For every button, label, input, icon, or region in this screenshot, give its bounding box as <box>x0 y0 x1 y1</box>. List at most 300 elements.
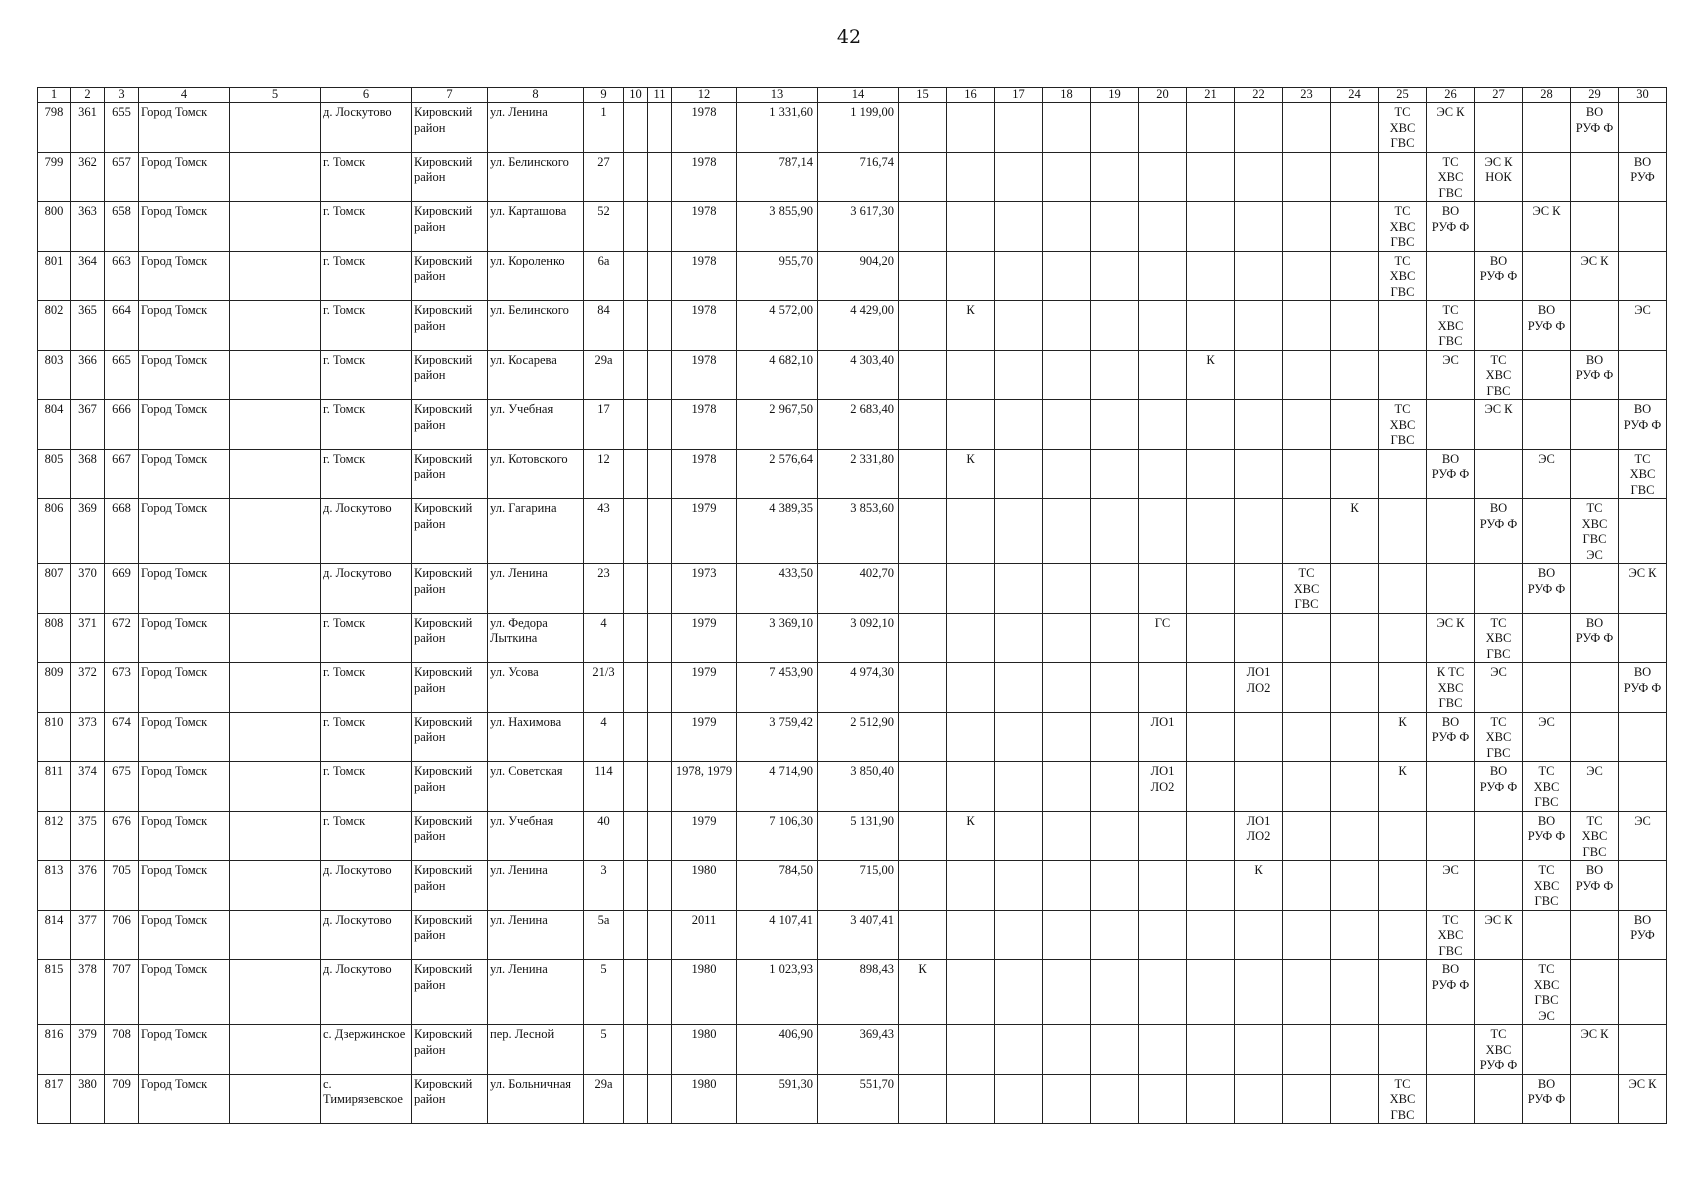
cell-col-15: К <box>899 960 947 1025</box>
cell-col-20 <box>1139 1025 1187 1075</box>
cell-col-24 <box>1331 712 1379 762</box>
cell-col-15 <box>899 910 947 960</box>
cell-col-9: 3 <box>584 861 624 911</box>
cell-col-11 <box>648 103 672 153</box>
cell-col-13: 2 576,64 <box>737 449 818 499</box>
cell-col-7: Кировский район <box>412 350 488 400</box>
cell-col-19 <box>1091 103 1139 153</box>
cell-col-2: 366 <box>71 350 105 400</box>
cell-col-23 <box>1283 613 1331 663</box>
cell-col-28: ВО РУФ Ф <box>1523 1074 1571 1124</box>
cell-col-8: пер. Лесной <box>488 1025 584 1075</box>
table-row <box>38 152 1667 202</box>
cell-col-6: д. Лоскутово <box>321 499 412 564</box>
cell-col-5 <box>230 301 321 351</box>
cell-col-1: 811 <box>38 762 71 812</box>
cell-col-24 <box>1331 861 1379 911</box>
cell-col-14: 402,70 <box>818 564 899 614</box>
cell-col-2: 379 <box>71 1025 105 1075</box>
cell-col-29 <box>1571 1074 1619 1124</box>
cell-col-25 <box>1379 861 1427 911</box>
cell-col-23 <box>1283 910 1331 960</box>
cell-col-9: 4 <box>584 613 624 663</box>
cell-col-4: Город Томск <box>139 350 230 400</box>
column-header-7: 7 <box>412 88 488 103</box>
cell-col-23 <box>1283 301 1331 351</box>
cell-col-30 <box>1619 861 1667 911</box>
cell-col-10 <box>624 301 648 351</box>
cell-col-7: Кировский район <box>412 1074 488 1124</box>
cell-col-11 <box>648 350 672 400</box>
table-row <box>38 1025 1667 1075</box>
cell-col-22: ЛО1 ЛО2 <box>1235 811 1283 861</box>
cell-col-3: 673 <box>105 663 139 713</box>
cell-col-25 <box>1379 811 1427 861</box>
cell-col-19 <box>1091 960 1139 1025</box>
cell-col-16 <box>947 712 995 762</box>
cell-col-14: 551,70 <box>818 1074 899 1124</box>
cell-col-16 <box>947 202 995 252</box>
cell-col-19 <box>1091 910 1139 960</box>
cell-col-1: 801 <box>38 251 71 301</box>
cell-col-21 <box>1187 564 1235 614</box>
cell-col-25 <box>1379 564 1427 614</box>
cell-col-3: 663 <box>105 251 139 301</box>
cell-col-30: ЭС <box>1619 811 1667 861</box>
cell-col-26: ВО РУФ Ф <box>1427 712 1475 762</box>
cell-col-4: Город Томск <box>139 613 230 663</box>
table-row <box>38 663 1667 713</box>
cell-col-20 <box>1139 960 1187 1025</box>
cell-col-23 <box>1283 400 1331 450</box>
cell-col-25 <box>1379 152 1427 202</box>
column-header-25: 25 <box>1379 88 1427 103</box>
cell-col-11 <box>648 811 672 861</box>
cell-col-26: ВО РУФ Ф <box>1427 202 1475 252</box>
cell-col-19 <box>1091 564 1139 614</box>
cell-col-2: 369 <box>71 499 105 564</box>
cell-col-29 <box>1571 910 1619 960</box>
cell-col-12: 1979 <box>672 613 737 663</box>
cell-col-27: ЭС К <box>1475 400 1523 450</box>
cell-col-10 <box>624 152 648 202</box>
cell-col-2: 365 <box>71 301 105 351</box>
cell-col-15 <box>899 762 947 812</box>
cell-col-28: ВО РУФ Ф <box>1523 301 1571 351</box>
cell-col-1: 817 <box>38 1074 71 1124</box>
cell-col-30 <box>1619 251 1667 301</box>
column-header-29: 29 <box>1571 88 1619 103</box>
cell-col-22 <box>1235 202 1283 252</box>
cell-col-24 <box>1331 564 1379 614</box>
column-header-3: 3 <box>105 88 139 103</box>
cell-col-10 <box>624 350 648 400</box>
cell-col-1: 803 <box>38 350 71 400</box>
cell-col-22 <box>1235 103 1283 153</box>
cell-col-3: 667 <box>105 449 139 499</box>
table-body <box>38 103 1667 1124</box>
cell-col-22 <box>1235 251 1283 301</box>
cell-col-10 <box>624 960 648 1025</box>
column-header-16: 16 <box>947 88 995 103</box>
cell-col-6: г. Томск <box>321 301 412 351</box>
cell-col-21 <box>1187 301 1235 351</box>
cell-col-11 <box>648 301 672 351</box>
column-header-20: 20 <box>1139 88 1187 103</box>
cell-col-6: д. Лоскутово <box>321 910 412 960</box>
cell-col-28: ЭС <box>1523 449 1571 499</box>
cell-col-13: 4 572,00 <box>737 301 818 351</box>
cell-col-18 <box>1043 910 1091 960</box>
cell-col-13: 406,90 <box>737 1025 818 1075</box>
cell-col-20 <box>1139 449 1187 499</box>
cell-col-16 <box>947 910 995 960</box>
cell-col-2: 363 <box>71 202 105 252</box>
cell-col-3: 658 <box>105 202 139 252</box>
cell-col-2: 371 <box>71 613 105 663</box>
cell-col-24 <box>1331 1025 1379 1075</box>
register-table <box>37 87 1667 1124</box>
cell-col-29 <box>1571 960 1619 1025</box>
cell-col-7: Кировский район <box>412 449 488 499</box>
cell-col-12: 1978 <box>672 400 737 450</box>
cell-col-19 <box>1091 613 1139 663</box>
cell-col-18 <box>1043 762 1091 812</box>
cell-col-18 <box>1043 663 1091 713</box>
cell-col-20 <box>1139 350 1187 400</box>
cell-col-11 <box>648 499 672 564</box>
cell-col-24 <box>1331 663 1379 713</box>
cell-col-15 <box>899 712 947 762</box>
cell-col-19 <box>1091 1074 1139 1124</box>
column-header-24: 24 <box>1331 88 1379 103</box>
cell-col-9: 12 <box>584 449 624 499</box>
column-header-21: 21 <box>1187 88 1235 103</box>
column-header-28: 28 <box>1523 88 1571 103</box>
table-row <box>38 1074 1667 1124</box>
cell-col-28: ВО РУФ Ф <box>1523 811 1571 861</box>
cell-col-6: г. Томск <box>321 350 412 400</box>
cell-col-22 <box>1235 762 1283 812</box>
cell-col-22 <box>1235 1074 1283 1124</box>
cell-col-24: К <box>1331 499 1379 564</box>
cell-col-15 <box>899 202 947 252</box>
cell-col-6: г. Томск <box>321 202 412 252</box>
cell-col-14: 904,20 <box>818 251 899 301</box>
cell-col-13: 4 389,35 <box>737 499 818 564</box>
cell-col-4: Город Томск <box>139 301 230 351</box>
cell-col-26: ТС ХВС ГВС <box>1427 301 1475 351</box>
cell-col-6: с. Тимирязевское <box>321 1074 412 1124</box>
cell-col-27 <box>1475 811 1523 861</box>
cell-col-10 <box>624 1025 648 1075</box>
cell-col-12: 1978 <box>672 449 737 499</box>
cell-col-19 <box>1091 762 1139 812</box>
cell-col-30: ЭС К <box>1619 1074 1667 1124</box>
cell-col-14: 3 617,30 <box>818 202 899 252</box>
cell-col-27 <box>1475 103 1523 153</box>
cell-col-30: ЭС <box>1619 301 1667 351</box>
cell-col-20 <box>1139 103 1187 153</box>
cell-col-8: ул. Гагарина <box>488 499 584 564</box>
cell-col-3: 657 <box>105 152 139 202</box>
cell-col-7: Кировский район <box>412 1025 488 1075</box>
cell-col-24 <box>1331 613 1379 663</box>
cell-col-5 <box>230 251 321 301</box>
cell-col-7: Кировский район <box>412 613 488 663</box>
cell-col-21 <box>1187 103 1235 153</box>
cell-col-4: Город Томск <box>139 202 230 252</box>
cell-col-8: ул. Учебная <box>488 400 584 450</box>
column-header-1: 1 <box>38 88 71 103</box>
cell-col-28: ТС ХВС ГВС <box>1523 762 1571 812</box>
cell-col-28: ТС ХВС ГВС ЭС <box>1523 960 1571 1025</box>
cell-col-24 <box>1331 811 1379 861</box>
cell-col-26: ТС ХВС ГВС <box>1427 152 1475 202</box>
table-row <box>38 202 1667 252</box>
cell-col-5 <box>230 1074 321 1124</box>
cell-col-13: 1 023,93 <box>737 960 818 1025</box>
cell-col-8: ул. Ленина <box>488 564 584 614</box>
cell-col-5 <box>230 663 321 713</box>
cell-col-7: Кировский район <box>412 103 488 153</box>
cell-col-16: К <box>947 449 995 499</box>
cell-col-18 <box>1043 1074 1091 1124</box>
cell-col-21: К <box>1187 350 1235 400</box>
cell-col-19 <box>1091 152 1139 202</box>
cell-col-25 <box>1379 613 1427 663</box>
cell-col-7: Кировский район <box>412 400 488 450</box>
cell-col-11 <box>648 910 672 960</box>
cell-col-17 <box>995 613 1043 663</box>
cell-col-29 <box>1571 400 1619 450</box>
cell-col-4: Город Томск <box>139 564 230 614</box>
cell-col-6: д. Лоскутово <box>321 564 412 614</box>
cell-col-29: ТС ХВС ГВС <box>1571 811 1619 861</box>
cell-col-3: 668 <box>105 499 139 564</box>
cell-col-27: ТС ХВС ГВС <box>1475 350 1523 400</box>
cell-col-9: 21/3 <box>584 663 624 713</box>
cell-col-5 <box>230 564 321 614</box>
cell-col-17 <box>995 861 1043 911</box>
cell-col-25 <box>1379 910 1427 960</box>
cell-col-30 <box>1619 712 1667 762</box>
cell-col-7: Кировский район <box>412 960 488 1025</box>
cell-col-22 <box>1235 449 1283 499</box>
cell-col-10 <box>624 400 648 450</box>
cell-col-21 <box>1187 449 1235 499</box>
page-number: 42 <box>836 26 862 48</box>
cell-col-18 <box>1043 1025 1091 1075</box>
cell-col-7: Кировский район <box>412 910 488 960</box>
cell-col-3: 706 <box>105 910 139 960</box>
column-header-4: 4 <box>139 88 230 103</box>
cell-col-30 <box>1619 613 1667 663</box>
cell-col-11 <box>648 613 672 663</box>
cell-col-3: 666 <box>105 400 139 450</box>
cell-col-24 <box>1331 449 1379 499</box>
cell-col-10 <box>624 499 648 564</box>
cell-col-1: 799 <box>38 152 71 202</box>
cell-col-6: г. Томск <box>321 663 412 713</box>
cell-col-13: 3 855,90 <box>737 202 818 252</box>
cell-col-6: г. Томск <box>321 449 412 499</box>
cell-col-9: 1 <box>584 103 624 153</box>
cell-col-17 <box>995 152 1043 202</box>
cell-col-30 <box>1619 350 1667 400</box>
column-header-27: 27 <box>1475 88 1523 103</box>
cell-col-10 <box>624 1074 648 1124</box>
cell-col-20 <box>1139 910 1187 960</box>
cell-col-17 <box>995 350 1043 400</box>
cell-col-14: 5 131,90 <box>818 811 899 861</box>
cell-col-8: ул. Ленина <box>488 103 584 153</box>
table-row <box>38 449 1667 499</box>
cell-col-20 <box>1139 152 1187 202</box>
cell-col-2: 368 <box>71 449 105 499</box>
cell-col-4: Город Томск <box>139 1074 230 1124</box>
cell-col-7: Кировский район <box>412 152 488 202</box>
cell-col-12: 1978 <box>672 251 737 301</box>
column-header-10: 10 <box>624 88 648 103</box>
table-row <box>38 712 1667 762</box>
cell-col-1: 808 <box>38 613 71 663</box>
cell-col-23 <box>1283 811 1331 861</box>
cell-col-21 <box>1187 613 1235 663</box>
cell-col-12: 1980 <box>672 960 737 1025</box>
cell-col-13: 4 714,90 <box>737 762 818 812</box>
cell-col-21 <box>1187 251 1235 301</box>
cell-col-6: с. Дзержинское <box>321 1025 412 1075</box>
cell-col-28 <box>1523 350 1571 400</box>
cell-col-16 <box>947 564 995 614</box>
cell-col-18 <box>1043 400 1091 450</box>
cell-col-21 <box>1187 1074 1235 1124</box>
column-header-15: 15 <box>899 88 947 103</box>
cell-col-20: ГС <box>1139 613 1187 663</box>
cell-col-12: 1978, 1979 <box>672 762 737 812</box>
cell-col-17 <box>995 910 1043 960</box>
cell-col-4: Город Томск <box>139 910 230 960</box>
cell-col-27 <box>1475 449 1523 499</box>
table-row <box>38 301 1667 351</box>
cell-col-8: ул. Ленина <box>488 861 584 911</box>
cell-col-16 <box>947 103 995 153</box>
cell-col-20: ЛО1 ЛО2 <box>1139 762 1187 812</box>
cell-col-13: 1 331,60 <box>737 103 818 153</box>
cell-col-24 <box>1331 400 1379 450</box>
table-row <box>38 960 1667 1025</box>
cell-col-15 <box>899 861 947 911</box>
cell-col-5 <box>230 960 321 1025</box>
cell-col-18 <box>1043 103 1091 153</box>
cell-col-23 <box>1283 960 1331 1025</box>
cell-col-17 <box>995 449 1043 499</box>
cell-col-9: 6а <box>584 251 624 301</box>
cell-col-15 <box>899 499 947 564</box>
cell-col-25 <box>1379 449 1427 499</box>
cell-col-2: 374 <box>71 762 105 812</box>
cell-col-5 <box>230 762 321 812</box>
cell-col-17 <box>995 960 1043 1025</box>
cell-col-29: ВО РУФ Ф <box>1571 103 1619 153</box>
cell-col-25: ТС ХВС ГВС <box>1379 1074 1427 1124</box>
cell-col-18 <box>1043 861 1091 911</box>
cell-col-22 <box>1235 499 1283 564</box>
cell-col-28 <box>1523 152 1571 202</box>
cell-col-14: 3 850,40 <box>818 762 899 812</box>
cell-col-29: ЭС К <box>1571 1025 1619 1075</box>
cell-col-12: 1980 <box>672 861 737 911</box>
cell-col-2: 367 <box>71 400 105 450</box>
cell-col-18 <box>1043 564 1091 614</box>
cell-col-27: ВО РУФ Ф <box>1475 762 1523 812</box>
cell-col-3: 705 <box>105 861 139 911</box>
cell-col-20 <box>1139 499 1187 564</box>
cell-col-17 <box>995 400 1043 450</box>
cell-col-12: 1978 <box>672 301 737 351</box>
cell-col-3: 655 <box>105 103 139 153</box>
cell-col-25: К <box>1379 762 1427 812</box>
cell-col-6: г. Томск <box>321 762 412 812</box>
cell-col-10 <box>624 663 648 713</box>
cell-col-13: 2 967,50 <box>737 400 818 450</box>
cell-col-6: г. Томск <box>321 251 412 301</box>
cell-col-30 <box>1619 1025 1667 1075</box>
cell-col-11 <box>648 152 672 202</box>
cell-col-6: г. Томск <box>321 152 412 202</box>
cell-col-13: 955,70 <box>737 251 818 301</box>
cell-col-15 <box>899 663 947 713</box>
cell-col-9: 27 <box>584 152 624 202</box>
cell-col-17 <box>995 1074 1043 1124</box>
cell-col-23 <box>1283 499 1331 564</box>
cell-col-24 <box>1331 103 1379 153</box>
cell-col-23 <box>1283 712 1331 762</box>
cell-col-26 <box>1427 564 1475 614</box>
cell-col-1: 806 <box>38 499 71 564</box>
cell-col-29 <box>1571 449 1619 499</box>
cell-col-28 <box>1523 1025 1571 1075</box>
column-header-30: 30 <box>1619 88 1667 103</box>
cell-col-9: 5а <box>584 910 624 960</box>
cell-col-12: 1973 <box>672 564 737 614</box>
cell-col-13: 7 453,90 <box>737 663 818 713</box>
cell-col-4: Город Томск <box>139 663 230 713</box>
cell-col-29 <box>1571 712 1619 762</box>
cell-col-1: 816 <box>38 1025 71 1075</box>
cell-col-14: 1 199,00 <box>818 103 899 153</box>
cell-col-27: ТС ХВС ГВС <box>1475 613 1523 663</box>
cell-col-8: ул. Котовского <box>488 449 584 499</box>
cell-col-26 <box>1427 1025 1475 1075</box>
cell-col-1: 809 <box>38 663 71 713</box>
cell-col-25: ТС ХВС ГВС <box>1379 103 1427 153</box>
cell-col-9: 17 <box>584 400 624 450</box>
cell-col-22: К <box>1235 861 1283 911</box>
cell-col-9: 5 <box>584 1025 624 1075</box>
cell-col-14: 716,74 <box>818 152 899 202</box>
cell-col-1: 802 <box>38 301 71 351</box>
cell-col-15 <box>899 449 947 499</box>
cell-col-15 <box>899 1074 947 1124</box>
cell-col-6: г. Томск <box>321 712 412 762</box>
cell-col-10 <box>624 712 648 762</box>
cell-col-7: Кировский район <box>412 811 488 861</box>
cell-col-23 <box>1283 350 1331 400</box>
cell-col-1: 814 <box>38 910 71 960</box>
cell-col-13: 3 759,42 <box>737 712 818 762</box>
